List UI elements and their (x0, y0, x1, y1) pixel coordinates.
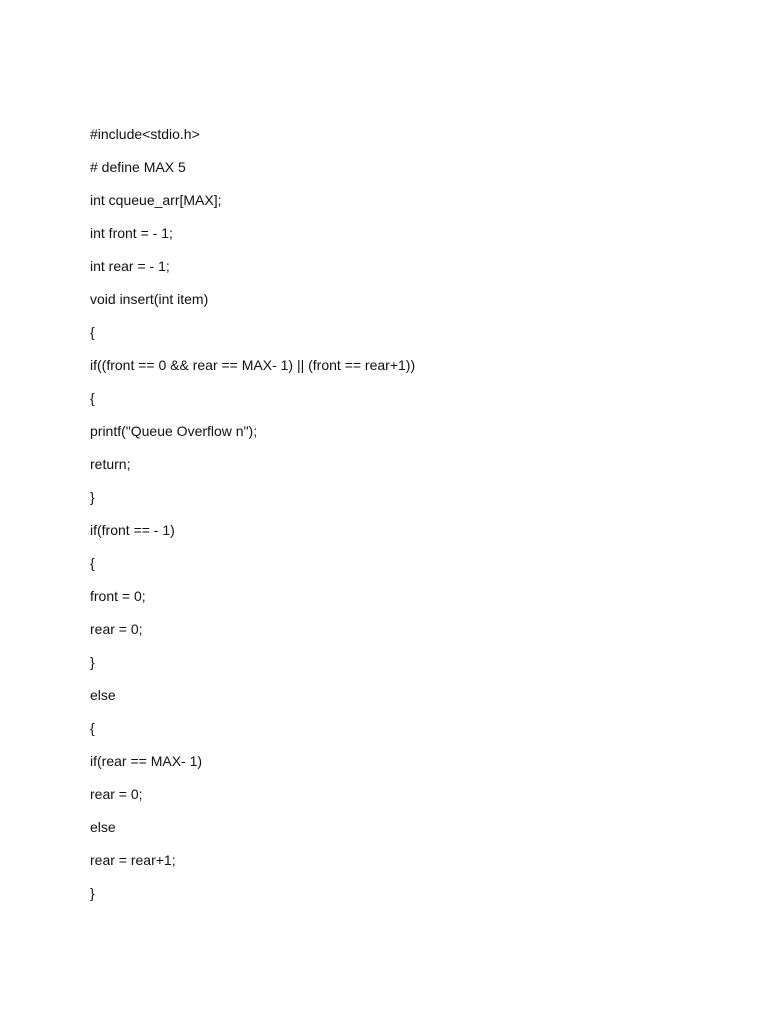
code-line: void insert(int item) (90, 291, 209, 307)
code-line: { (90, 390, 95, 406)
code-line: rear = rear+1; (90, 852, 176, 868)
code-line: { (90, 555, 95, 571)
code-line: return; (90, 456, 131, 472)
code-listing (90, 124, 415, 916)
code-line: else (90, 819, 116, 835)
code-line: if(rear == MAX- 1) (90, 753, 203, 769)
code-line: int front = - 1; (90, 225, 173, 241)
code-line: printf("Queue Overflow n"); (90, 423, 258, 439)
code-line: rear = 0; (90, 786, 143, 802)
code-line: } (90, 654, 95, 670)
code-line: rear = 0; (90, 621, 143, 637)
code-line: { (90, 324, 95, 340)
code-line: #include<stdio.h> (90, 126, 200, 142)
code-line: } (90, 489, 95, 505)
code-line: # define MAX 5 (90, 159, 186, 175)
code-line: if(front == - 1) (90, 522, 175, 538)
code-line: int cqueue_arr[MAX]; (90, 192, 222, 208)
code-line: if((front == 0 && rear == MAX- 1) || (front == rear+1)) (90, 357, 416, 373)
code-line: int rear = - 1; (90, 258, 170, 274)
code-line: front = 0; (90, 588, 146, 604)
code-line: { (90, 720, 95, 736)
code-line: else (90, 687, 116, 703)
code-line: } (90, 885, 95, 901)
